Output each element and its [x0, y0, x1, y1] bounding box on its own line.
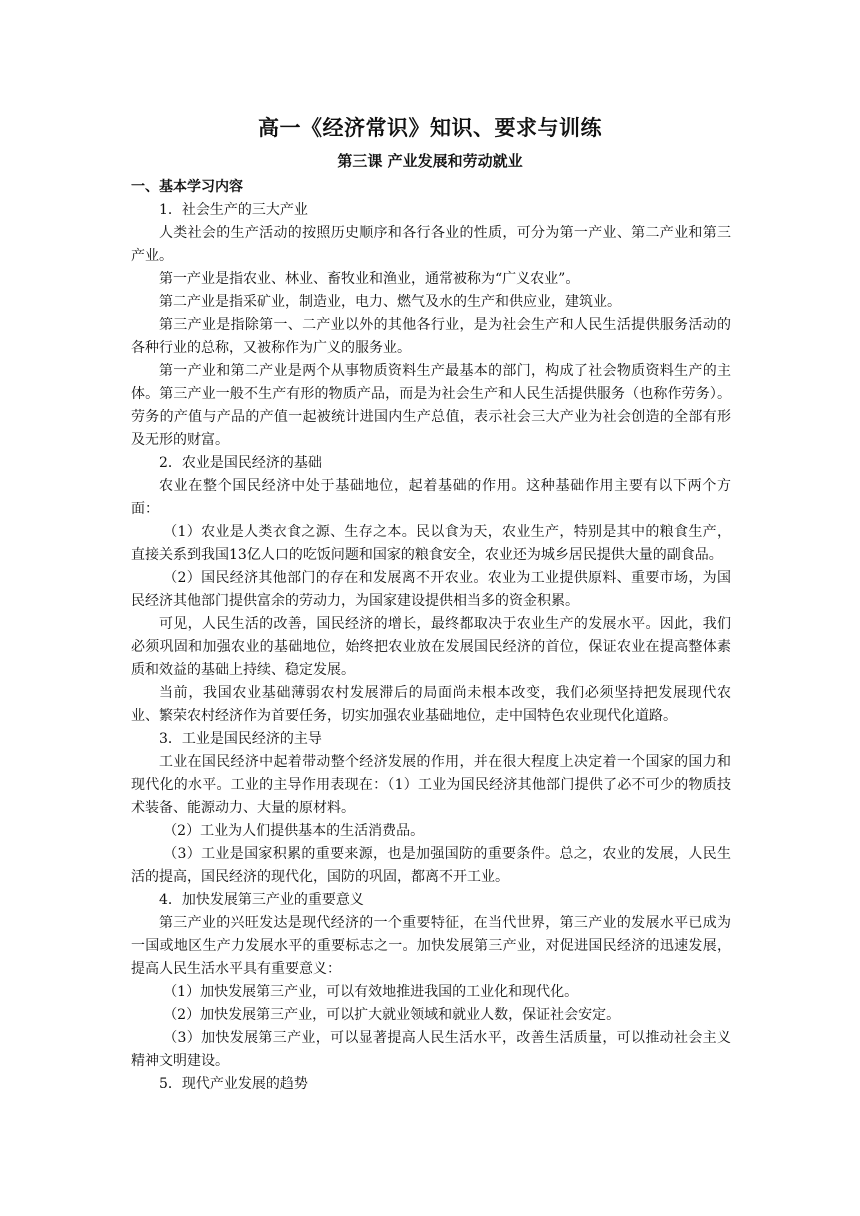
paragraph: 第三产业是指除第一、二产业以外的其他各行业，是为社会生产和人民生活提供服务活动的各种行业的总称，又被称作为广义的服务业。	[131, 317, 731, 356]
paragraph: 农业在整个国民经济中处于基础地位，起着基础的作用。这种基础作用主要有以下两个方面：	[131, 478, 731, 517]
paragraph: 第一产业和第二产业是两个从事物质资料生产最基本的部门，构成了社会物质资料生产的主体。第三产业一般不生产有形的物质产品，而是为社会生产和人民生活提供服务（也称作劳务）。劳务的产值与产品的产值一起被统计进国内生产总值，表示社会三大产业为社会创造的全部有形及无形的财富。	[131, 363, 731, 448]
lesson-subtitle: 第三课 产业发展和劳动就业	[337, 152, 523, 170]
numbered-paragraph: （3）工业是国家积累的重要来源，也是加强国防的重要条件。总之，农业的发展，人民生活的提高，国民经济的现代化，国防的巩固，都离不开工业。	[131, 846, 731, 885]
numbered-paragraph: （2）工业为人们提供基本的生活消费品。	[163, 823, 425, 839]
item-heading: 5．现代产业发展的趋势	[159, 1076, 308, 1092]
numbered-paragraph: （1）加快发展第三产业，可以有效地推进我国的工业化和现代化。	[163, 984, 579, 1000]
document-body	[131, 176, 731, 1096]
document-title: 高一《经济常识》知识、要求与训练	[258, 116, 602, 140]
numbered-paragraph: （3）加快发展第三产业，可以显著提高人民生活水平，改善生活质量，可以推动社会主义精神文明建设。	[131, 1030, 731, 1069]
paragraph: 第三产业的兴旺发达是现代经济的一个重要特征，在当代世界，第三产业的发展水平已成为一国或地区生产力发展水平的重要标志之一。加快发展第三产业，对促进国民经济的迅速发展，提高人民生活水平具有重要意义：	[131, 915, 731, 977]
paragraph: 第二产业是指采矿业，制造业，电力、燃气及水的生产和供应业，建筑业。	[159, 294, 621, 310]
numbered-paragraph: （2）国民经济其他部门的存在和发展离不开农业。农业为工业提供原料、重要市场，为国民经济其他部门提供富余的劳动力，为国家建设提供相当多的资金积累。	[131, 570, 731, 609]
paragraph: 工业在国民经济中起着带动整个经济发展的作用，并在很大程度上决定着一个国家的国力和现代化的水平。工业的主导作用表现在：（1）工业为国民经济其他部门提供了必不可少的物质技术装备、能源动力、大量的原材料。	[131, 754, 731, 816]
item-heading: 1．社会生产的三大产业	[159, 202, 308, 218]
item-heading: 3．工业是国民经济的主导	[159, 731, 322, 747]
paragraph: 第一产业是指农业、林业、畜牧业和渔业，通常被称为“广义农业”。	[159, 271, 580, 287]
numbered-paragraph: （1）农业是人类衣食之源、生存之本。民以食为天，农业生产，特别是其中的粮食生产，直接关系到我国13亿人口的吃饭问题和国家的粮食安全，农业还为城乡居民提供大量的副食品。	[131, 524, 731, 563]
item-heading: 2．农业是国民经济的基础	[159, 455, 322, 471]
paragraph: 可见，人民生活的改善，国民经济的增长，最终都取决于农业生产的发展水平。因此，我们必须巩固和加强农业的基础地位，始终把农业放在发展国民经济的首位，保证农业在提高整体素质和效益的基础上持续、稳定发展。	[131, 616, 731, 678]
paragraph: 当前，我国农业基础薄弱农村发展滞后的局面尚未根本改变，我们必须坚持把发展现代农业、繁荣农村经济作为首要任务，切实加强农业基础地位，走中国特色农业现代化道路。	[131, 685, 731, 724]
numbered-paragraph: （2）加快发展第三产业，可以扩大就业领域和就业人数，保证社会安定。	[163, 1007, 621, 1023]
item-heading: 4．加快发展第三产业的重要意义	[159, 892, 364, 908]
paragraph: 人类社会的生产活动的按照历史顺序和各行各业的性质，可分为第一产业、第二产业和第三产业。	[131, 225, 731, 264]
section-heading: 一、基本学习内容	[131, 179, 243, 195]
